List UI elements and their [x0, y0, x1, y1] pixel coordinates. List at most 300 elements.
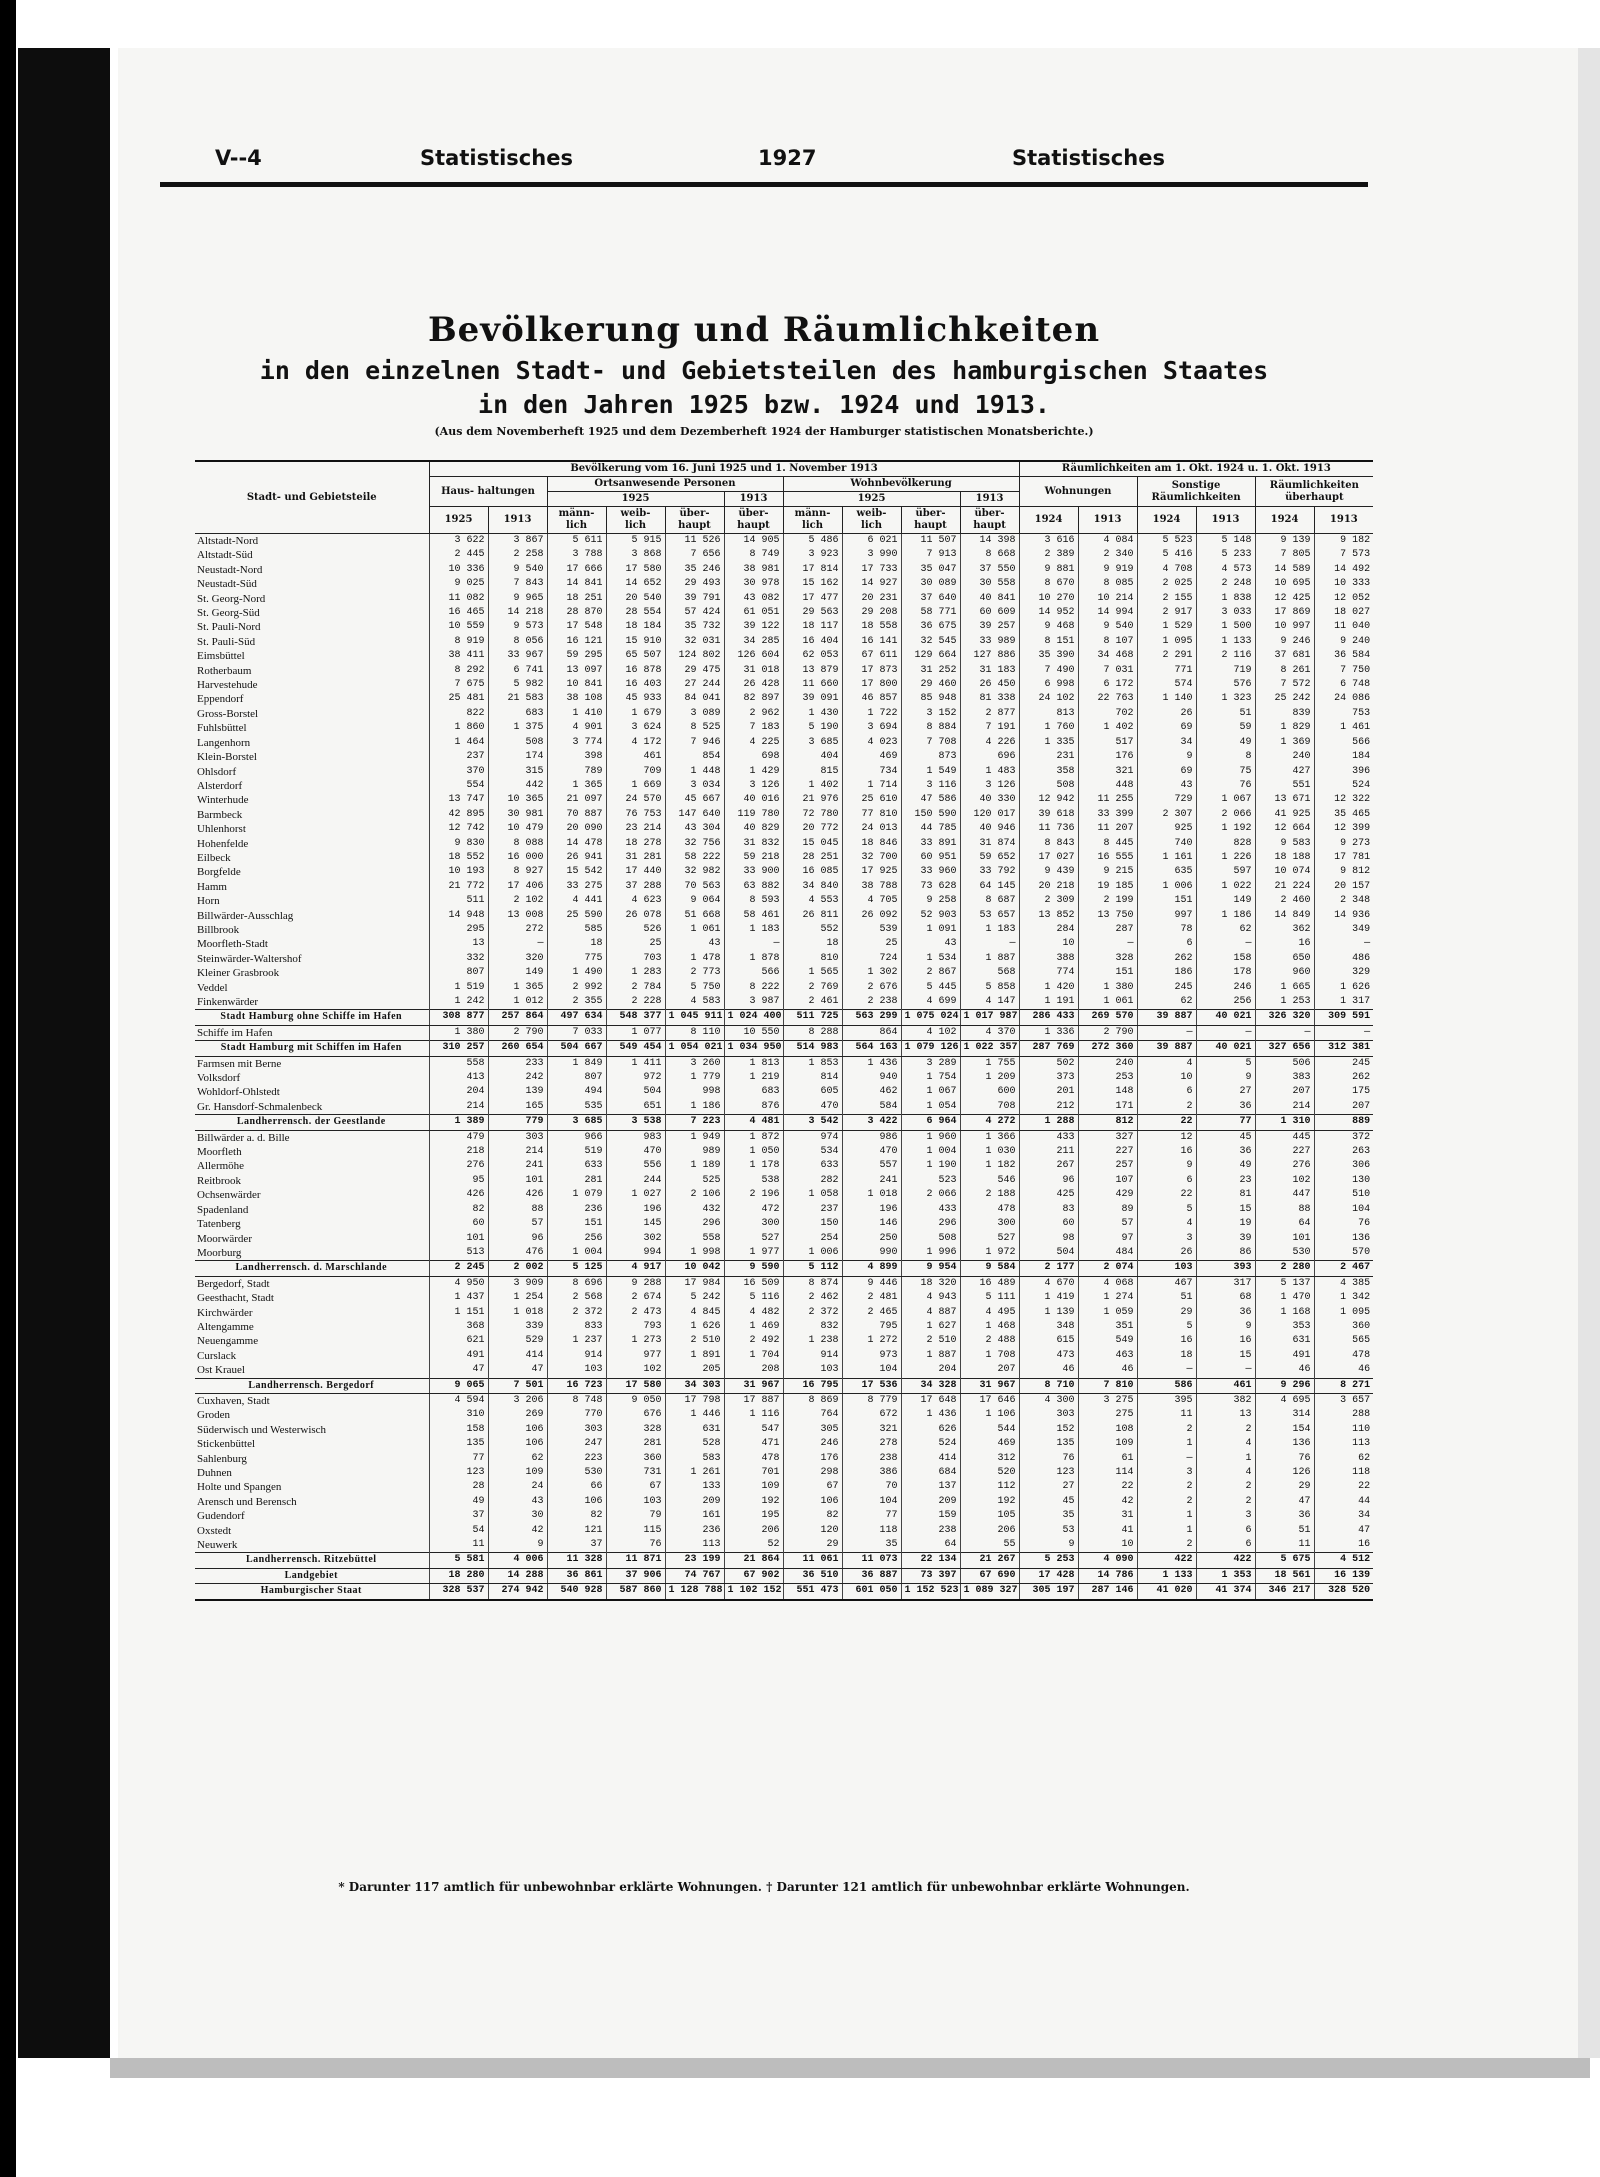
table-row	[195, 822, 1373, 836]
table-cell: 34 840	[783, 880, 842, 894]
table-cell: 67 611	[842, 649, 901, 663]
table-cell: 1 288	[1019, 1115, 1078, 1130]
table-cell: 9 812	[1314, 865, 1373, 879]
table-cell: 373	[1019, 1071, 1078, 1085]
table-cell: 39 887	[1137, 1010, 1196, 1025]
table-cell: 6	[1137, 1174, 1196, 1188]
table-cell: 305 197	[1019, 1584, 1078, 1600]
table-cell: 1 102 152	[724, 1584, 783, 1600]
table-row	[195, 1452, 1373, 1466]
table-cell: 327	[1078, 1130, 1137, 1145]
table-cell: 470	[842, 1145, 901, 1159]
table-cell: 1 012	[488, 995, 547, 1010]
table-cell: 1 714	[842, 779, 901, 793]
table-cell: 4 006	[488, 1553, 547, 1568]
table-cell: 544	[960, 1423, 1019, 1437]
table-row	[195, 966, 1373, 980]
sub-ueberhaupt: über- haupt	[665, 507, 724, 534]
table-cell: 332	[429, 952, 488, 966]
row-label: Barmbeck	[197, 808, 243, 821]
table-cell: 3 033	[1196, 606, 1255, 620]
table-cell: 5 253	[1019, 1553, 1078, 1568]
table-cell: 159	[901, 1509, 960, 1523]
header-ortsanwesende: Ortsanwesende Personen	[547, 477, 783, 492]
table-cell: 534	[783, 1145, 842, 1159]
table-cell: 1 549	[901, 765, 960, 779]
row-label: Moorfleth	[197, 1146, 242, 1159]
table-cell: 1 261	[665, 1466, 724, 1480]
table-cell: 7 572	[1255, 678, 1314, 692]
table-cell: 76	[1196, 779, 1255, 793]
table-cell: 972	[606, 1071, 665, 1085]
table-cell: 118	[842, 1524, 901, 1538]
table-cell: 61 051	[724, 606, 783, 620]
table-cell: 204	[901, 1363, 960, 1378]
table-cell: 175	[1314, 1085, 1373, 1099]
table-cell: 22	[1137, 1188, 1196, 1202]
row-label: Kirchwärder	[197, 1306, 253, 1319]
table-cell: 398	[547, 750, 606, 764]
table-cell: 17 428	[1019, 1568, 1078, 1583]
table-cell: 97	[1078, 1232, 1137, 1246]
table-cell: 29 208	[842, 606, 901, 620]
table-cell: 1	[1196, 1452, 1255, 1466]
table-cell: 422	[1137, 1553, 1196, 1568]
table-cell: 22 134	[901, 1553, 960, 1568]
table-cell: 214	[1255, 1100, 1314, 1115]
table-cell: 2 488	[960, 1334, 1019, 1348]
table-cell: 1 151	[429, 1306, 488, 1320]
table-cell: 36	[1196, 1306, 1255, 1320]
table-cell: 557	[842, 1159, 901, 1173]
table-cell: 676	[606, 1408, 665, 1422]
table-cell: 9 296	[1255, 1378, 1314, 1393]
table-cell: 13 008	[488, 909, 547, 923]
table-cell: 1 323	[1196, 692, 1255, 706]
table-cell: 1 860	[429, 721, 488, 735]
table-cell: 17 440	[606, 865, 665, 879]
table-cell: 1 189	[665, 1159, 724, 1173]
table-cell: 422	[1196, 1553, 1255, 1568]
table-cell: 150	[783, 1217, 842, 1231]
table-cell: 250	[842, 1232, 901, 1246]
table-cell: 26 811	[783, 909, 842, 923]
table-cell: 5 611	[547, 534, 606, 549]
table-cell: 13	[429, 937, 488, 951]
table-cell: 3 422	[842, 1115, 901, 1130]
table-cell: 296	[665, 1217, 724, 1231]
table-row	[195, 1071, 1373, 1085]
table-cell: 254	[783, 1232, 842, 1246]
row-label: Altstadt-Süd	[197, 549, 253, 562]
table-cell: 114	[1078, 1466, 1137, 1480]
table-cell: 2 280	[1255, 1261, 1314, 1276]
table-cell: 123	[429, 1466, 488, 1480]
table-cell: 35	[1019, 1509, 1078, 1523]
table-cell: 4 272	[960, 1115, 1019, 1130]
table-cell: 11 207	[1078, 822, 1137, 836]
table-cell: 351	[1078, 1320, 1137, 1334]
table-cell: 53 657	[960, 909, 1019, 923]
table-cell: 448	[1078, 779, 1137, 793]
table-cell: 8 670	[1019, 577, 1078, 591]
table-cell: 4 172	[606, 736, 665, 750]
table-cell: 4 887	[901, 1306, 960, 1320]
table-row	[195, 635, 1373, 649]
table-cell: 3 126	[960, 779, 1019, 793]
table-cell: 2 188	[960, 1188, 1019, 1202]
table-cell: 1 116	[724, 1408, 783, 1422]
table-cell: 98	[1019, 1232, 1078, 1246]
table-cell: 9	[1196, 1071, 1255, 1085]
table-cell: 33 989	[960, 635, 1019, 649]
table-cell: 152	[1019, 1423, 1078, 1437]
table-cell: 8 107	[1078, 635, 1137, 649]
row-label: Hohenfelde	[197, 837, 249, 850]
table-cell: 994	[606, 1246, 665, 1261]
table-cell: 1 469	[724, 1320, 783, 1334]
table-sum-row	[195, 1115, 1373, 1130]
table-cell: 9 583	[1255, 837, 1314, 851]
row-label: Groden	[197, 1409, 230, 1422]
row-label: Neustadt-Süd	[197, 578, 257, 591]
table-cell: 24 013	[842, 822, 901, 836]
row-label: Moorwärder	[197, 1232, 252, 1245]
table-cell: 42	[1078, 1495, 1137, 1509]
table-cell: 9 540	[1078, 620, 1137, 634]
table-cell: 43	[1137, 779, 1196, 793]
row-label: Duhnen	[197, 1467, 232, 1479]
table-cell: 709	[606, 765, 665, 779]
table-cell: 3 868	[606, 548, 665, 562]
table-cell: 68	[1196, 1291, 1255, 1305]
table-cell: 288	[1314, 1408, 1373, 1422]
table-cell: 3 542	[783, 1115, 842, 1130]
table-cell: 64	[901, 1538, 960, 1553]
table-cell: 23 214	[606, 822, 665, 836]
table-cell: 9 919	[1078, 563, 1137, 577]
table-cell: 28	[429, 1480, 488, 1494]
table-cell: 372	[1314, 1130, 1373, 1145]
table-cell: —	[1255, 1025, 1314, 1040]
table-cell: 504	[1019, 1246, 1078, 1261]
table-cell: 564 163	[842, 1041, 901, 1056]
table-cell: 79	[606, 1509, 665, 1523]
table-cell: 26 941	[547, 851, 606, 865]
table-cell: 586	[1137, 1378, 1196, 1393]
table-row	[195, 1480, 1373, 1494]
table-cell: 76	[606, 1538, 665, 1553]
table-cell: 3	[1137, 1232, 1196, 1246]
table-cell: 563 299	[842, 1010, 901, 1025]
table-cell: 3 867	[488, 534, 547, 549]
table-cell: 24 086	[1314, 692, 1373, 706]
table-cell: 65 507	[606, 649, 665, 663]
table-cell: 237	[783, 1203, 842, 1217]
table-cell: 8 056	[488, 635, 547, 649]
table-cell: 40 021	[1196, 1010, 1255, 1025]
table-cell: 130	[1314, 1174, 1373, 1188]
table-cell: 25 590	[547, 909, 606, 923]
table-cell: 807	[547, 1071, 606, 1085]
table-cell: 3 616	[1019, 534, 1078, 549]
table-cell: 317	[1196, 1276, 1255, 1291]
table-cell: 9	[1137, 750, 1196, 764]
table-cell: 223	[547, 1452, 606, 1466]
table-cell: 31 183	[960, 664, 1019, 678]
table-cell: 4 481	[724, 1115, 783, 1130]
table-cell: 253	[1078, 1071, 1137, 1085]
table-cell: 17 925	[842, 865, 901, 879]
table-cell: 8 779	[842, 1393, 901, 1408]
table-cell: 774	[1019, 966, 1078, 980]
table-cell: 7 810	[1078, 1378, 1137, 1393]
table-cell: 8 085	[1078, 577, 1137, 591]
table-cell: 1 353	[1196, 1568, 1255, 1583]
table-cell: 18 846	[842, 837, 901, 851]
table-cell: 425	[1019, 1188, 1078, 1202]
table-cell: 16 000	[488, 851, 547, 865]
table-cell: 17 406	[488, 880, 547, 894]
table-cell: 349	[1314, 923, 1373, 937]
table-cell: 263	[1314, 1145, 1373, 1159]
table-cell: 27 244	[665, 678, 724, 692]
table-cell: 260 654	[488, 1041, 547, 1056]
table-cell: 49	[1196, 1159, 1255, 1173]
table-cell: 207	[960, 1363, 1019, 1378]
table-cell: 2 460	[1255, 894, 1314, 908]
table-cell: —	[1078, 937, 1137, 951]
table-cell: 24	[488, 1480, 547, 1494]
table-cell: 2 066	[901, 1188, 960, 1202]
table-cell: 29	[783, 1538, 842, 1553]
table-cell: 502	[1019, 1056, 1078, 1071]
table-cell: 576	[1196, 678, 1255, 692]
table-cell: 40 330	[960, 793, 1019, 807]
table-cell: 6 172	[1078, 678, 1137, 692]
table-cell: 4	[1196, 1466, 1255, 1480]
table-cell: 328 520	[1314, 1584, 1373, 1600]
table-cell: 854	[665, 750, 724, 764]
table-cell: 21 224	[1255, 880, 1314, 894]
table-cell: 504	[606, 1085, 665, 1099]
table-cell: 32 545	[901, 635, 960, 649]
table-cell: 26	[1137, 707, 1196, 721]
table-cell: 22	[1314, 1480, 1373, 1494]
table-cell: 58 771	[901, 606, 960, 620]
table-cell: 491	[429, 1349, 488, 1363]
table-cell: 37 681	[1255, 649, 1314, 663]
table-cell: 2 992	[547, 981, 606, 995]
table-cell: 36 675	[901, 620, 960, 634]
table-cell: 196	[606, 1203, 665, 1217]
table-cell: 14 927	[842, 577, 901, 591]
document-subtitle-line2: in den Jahren 1925 bzw. 1924 und 1913.	[478, 390, 1050, 419]
table-cell: 246	[1196, 981, 1255, 995]
table-cell: 53	[1019, 1524, 1078, 1538]
table-row	[195, 736, 1373, 750]
table-cell: 20 540	[606, 592, 665, 606]
table-cell: 8 271	[1314, 1378, 1373, 1393]
table-cell: 12 664	[1255, 822, 1314, 836]
table-cell: 33 399	[1078, 808, 1137, 822]
table-cell: 2 769	[783, 981, 842, 995]
table-row	[195, 1291, 1373, 1305]
table-cell: 4 482	[724, 1306, 783, 1320]
table-cell: 433	[1019, 1130, 1078, 1145]
table-cell: 11	[1137, 1408, 1196, 1422]
table-cell: 8 749	[724, 548, 783, 562]
table-cell: 2 348	[1314, 894, 1373, 908]
table-cell: 20 090	[547, 822, 606, 836]
table-cell: 470	[783, 1100, 842, 1115]
table-cell: 16	[1196, 1334, 1255, 1348]
table-row	[195, 1334, 1373, 1348]
table-cell: 30 978	[724, 577, 783, 591]
table-cell: 494	[547, 1085, 606, 1099]
table-cell: 8 927	[488, 865, 547, 879]
table-cell: 2 025	[1137, 577, 1196, 591]
table-cell: 14 994	[1078, 606, 1137, 620]
table-cell: 272 360	[1078, 1041, 1137, 1056]
table-cell: 9 025	[429, 577, 488, 591]
table-cell: 5 416	[1137, 548, 1196, 562]
sub-1925: 1925	[429, 507, 488, 534]
table-cell: 18 320	[901, 1276, 960, 1291]
table-cell: 26 428	[724, 678, 783, 692]
table-cell: 8 110	[665, 1025, 724, 1040]
table-cell: 16 723	[547, 1378, 606, 1393]
table-cell: 51	[1137, 1291, 1196, 1305]
table-cell: 26 450	[960, 678, 1019, 692]
table-cell: 10 042	[665, 1261, 724, 1276]
table-cell: 9 273	[1314, 837, 1373, 851]
table-cell: 245	[1137, 981, 1196, 995]
table-cell: 10 997	[1255, 620, 1314, 634]
table-cell: 62	[488, 1452, 547, 1466]
table-cell: 7 843	[488, 577, 547, 591]
table-cell: 139	[488, 1085, 547, 1099]
table-cell: 39 618	[1019, 808, 1078, 822]
table-cell: 36 887	[842, 1568, 901, 1583]
table-cell: 11 871	[606, 1553, 665, 1568]
table-row	[195, 923, 1373, 937]
table-cell: 6 998	[1019, 678, 1078, 692]
table-cell: 558	[665, 1232, 724, 1246]
table-cell: 19	[1196, 1217, 1255, 1231]
table-cell: 103	[1137, 1261, 1196, 1276]
table-cell: 1 853	[783, 1056, 842, 1071]
table-cell: 8 710	[1019, 1378, 1078, 1393]
table-cell: —	[1196, 1363, 1255, 1378]
table-cell: 2 962	[724, 707, 783, 721]
table-cell: 9 050	[606, 1393, 665, 1408]
table-cell: 1 017 987	[960, 1010, 1019, 1025]
table-cell: 233	[488, 1056, 547, 1071]
table-cell: 1 410	[547, 707, 606, 721]
table-cell: 257	[1078, 1159, 1137, 1173]
table-cell: 1 960	[901, 1130, 960, 1145]
table-cell: 986	[842, 1130, 901, 1145]
table-cell: 1 027	[606, 1188, 665, 1202]
table-row	[195, 909, 1373, 923]
table-cell: 504 667	[547, 1041, 606, 1056]
table-cell: 753	[1314, 707, 1373, 721]
table-cell: 41 374	[1196, 1584, 1255, 1600]
table-cell: 11 736	[1019, 822, 1078, 836]
row-label: Arensch und Berensch	[197, 1495, 297, 1508]
table-row	[195, 1100, 1373, 1115]
table-cell: 1 089 327	[960, 1584, 1019, 1600]
table-cell: 45 933	[606, 692, 665, 706]
table-cell: 17 887	[724, 1393, 783, 1408]
table-cell: 21 267	[960, 1553, 1019, 1568]
row-label: St. Georg-Nord	[197, 592, 266, 605]
table-cell: 9 468	[1019, 620, 1078, 634]
table-cell: 10	[1078, 1538, 1137, 1553]
table-cell: 31	[1078, 1509, 1137, 1523]
table-cell: 764	[783, 1408, 842, 1422]
table-cell: 240	[1078, 1056, 1137, 1071]
table-cell: 9 830	[429, 837, 488, 851]
table-cell: 4 623	[606, 894, 665, 908]
table-row	[195, 995, 1373, 1010]
table-cell: 35 390	[1019, 649, 1078, 663]
header-year: 1927	[758, 146, 817, 170]
table-cell: 1 004	[901, 1145, 960, 1159]
table-cell: 14 398	[960, 534, 1019, 549]
table-cell: 10 550	[724, 1025, 783, 1040]
table-cell: 5 125	[547, 1261, 606, 1276]
table-cell: 25	[842, 937, 901, 951]
row-label: Fuhlsbüttel	[197, 722, 247, 735]
header-haushaltungen: Haus- haltungen	[429, 477, 547, 507]
row-label: Allermöhe	[197, 1160, 245, 1173]
table-cell: 36 584	[1314, 649, 1373, 663]
table-cell: —	[1137, 1363, 1196, 1378]
table-row	[195, 1056, 1373, 1071]
row-label: Stadt Hamburg mit Schiffen im Hafen	[195, 1041, 429, 1056]
row-label: Spadenland	[197, 1203, 249, 1216]
table-cell: 2 445	[429, 548, 488, 562]
table-cell: 1 366	[960, 1130, 1019, 1145]
table-cell: 566	[1314, 736, 1373, 750]
table-cell: 242	[488, 1071, 547, 1085]
table-cell: 6 748	[1314, 678, 1373, 692]
row-label: Ohlsdorf	[197, 765, 237, 778]
table-cell: 124 802	[665, 649, 724, 663]
table-cell: 1 722	[842, 707, 901, 721]
table-cell: 33 967	[488, 649, 547, 663]
table-cell: 107	[1078, 1174, 1137, 1188]
table-cell: 30 089	[901, 577, 960, 591]
table-cell: 650	[1255, 952, 1314, 966]
row-label: Borgfelde	[197, 866, 241, 879]
table-cell: 9 215	[1078, 865, 1137, 879]
table-cell: 39 887	[1137, 1041, 1196, 1056]
table-row	[195, 880, 1373, 894]
table-cell: 101	[429, 1232, 488, 1246]
row-label: Neuengamme	[197, 1335, 259, 1348]
table-row	[195, 1085, 1373, 1099]
row-label: St. Pauli-Süd	[197, 635, 256, 648]
table-cell: 256	[547, 1232, 606, 1246]
table-cell: 12	[1137, 1130, 1196, 1145]
table-cell: 15	[1196, 1203, 1255, 1217]
table-cell: 3 206	[488, 1393, 547, 1408]
table-cell: 527	[960, 1232, 1019, 1246]
table-cell: 2 309	[1019, 894, 1078, 908]
